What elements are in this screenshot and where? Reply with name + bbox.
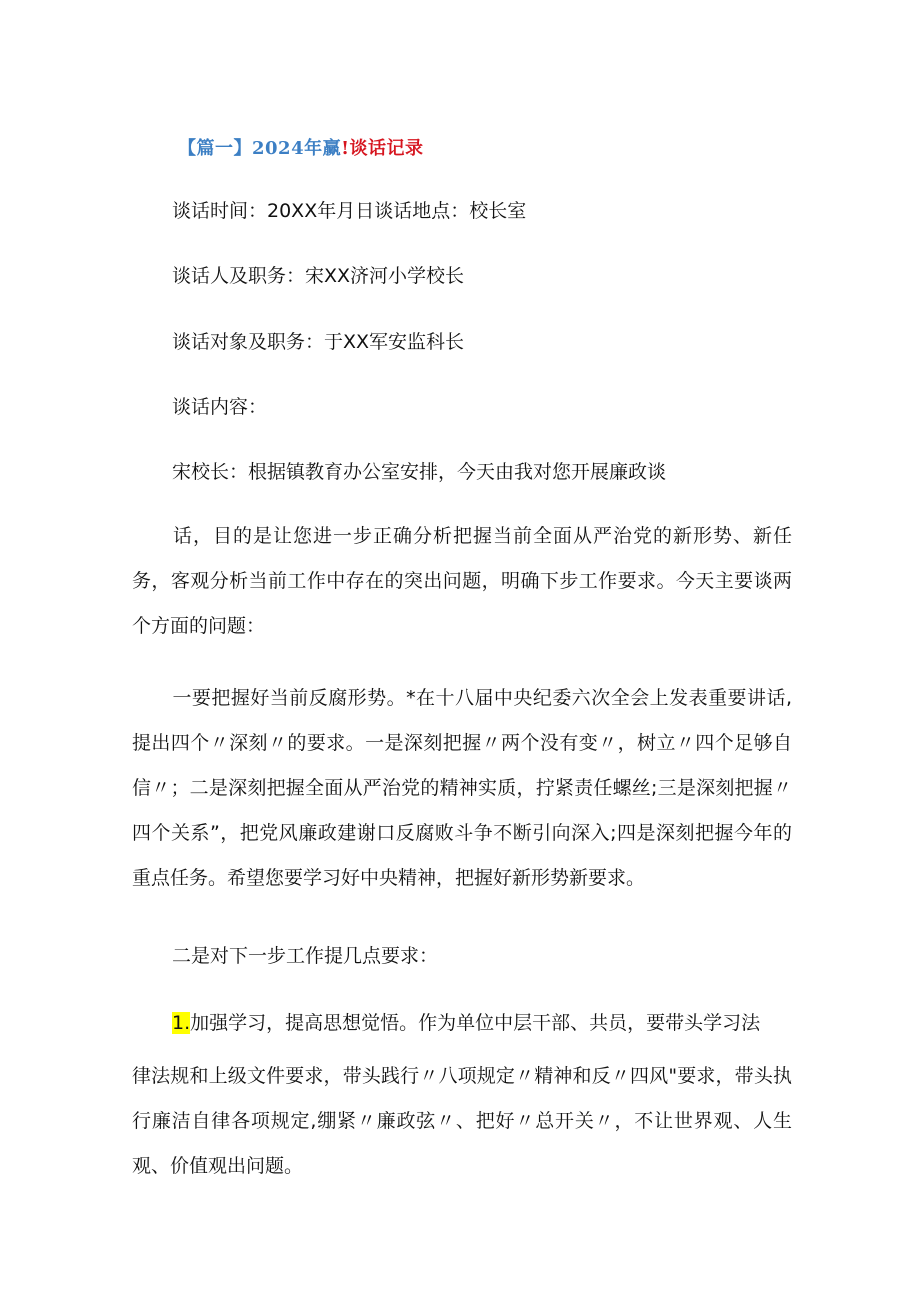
paragraph-requirement-1-cont <box>132 1054 792 1189</box>
meta-speaker: 谈话人及职务：宋XX济河小学校长 <box>172 265 465 287</box>
requirement-1-line <box>172 1011 760 1035</box>
title-part-red-a: !谈 <box>341 138 369 159</box>
title-part-red-b: 话记录 <box>368 138 424 159</box>
paragraph-requirements-intro: 二是对下一步工作提几点要求： <box>172 945 439 967</box>
paragraph-anti-corruption-text: 一要把握好当前反腐形势。*在十八届中央纪委六次全会上发表重要讲话,提出四个〃深刻〃的要求。一是深刻把握〃两个没有变〃，树立〃四个足够自信〃；二是深刻把握全面从严治党的精神实质，拧紧责任螺丝;三是深刻把握〃四个关系”，把党风廉政建谢口反腐败斗争不断引向深入;四是深刻把握今年的重点任务。希望您要学习好中央精神，把握好新形势新要求。 <box>132 687 792 889</box>
paragraph-purpose-text: 话，目的是让您进一步正确分析把握当前全面从严治党的新形势、新任务，客观分析当前工作中存在的突出问题，明确下步工作要求。今天主要谈两个方面的问题： <box>132 525 792 637</box>
paragraph-purpose <box>132 514 792 649</box>
document-title <box>178 134 424 160</box>
title-part-blue: 【篇一】2024年赢 <box>178 138 342 159</box>
paragraph-requirement-1-cont-text: 律法规和上级文件要求，带头践行〃八项规定〃精神和反〃四风"要求，带头执行廉洁自律各项规定,绷紧〃廉政弦〃、把好〃总开关〃，不让世界观、人生观、价值观出问题。 <box>132 1065 792 1177</box>
paragraph-anti-corruption <box>132 676 792 901</box>
opening-line: 宋校长：根据镇教育办公室安排，今天由我对您开展廉政谈 <box>172 461 667 483</box>
meta-target: 谈话对象及职务：于XX军安监科长 <box>172 331 465 353</box>
requirement-1-text: 加强学习，提高思想觉悟。作为单位中层干部、共员，要带头学习法 <box>190 1012 761 1034</box>
highlighted-number: 1. <box>172 1012 191 1034</box>
meta-time-place: 谈话时间：20XX年月日谈话地点：校长室 <box>172 200 527 222</box>
meta-content-label: 谈话内容： <box>172 396 268 418</box>
